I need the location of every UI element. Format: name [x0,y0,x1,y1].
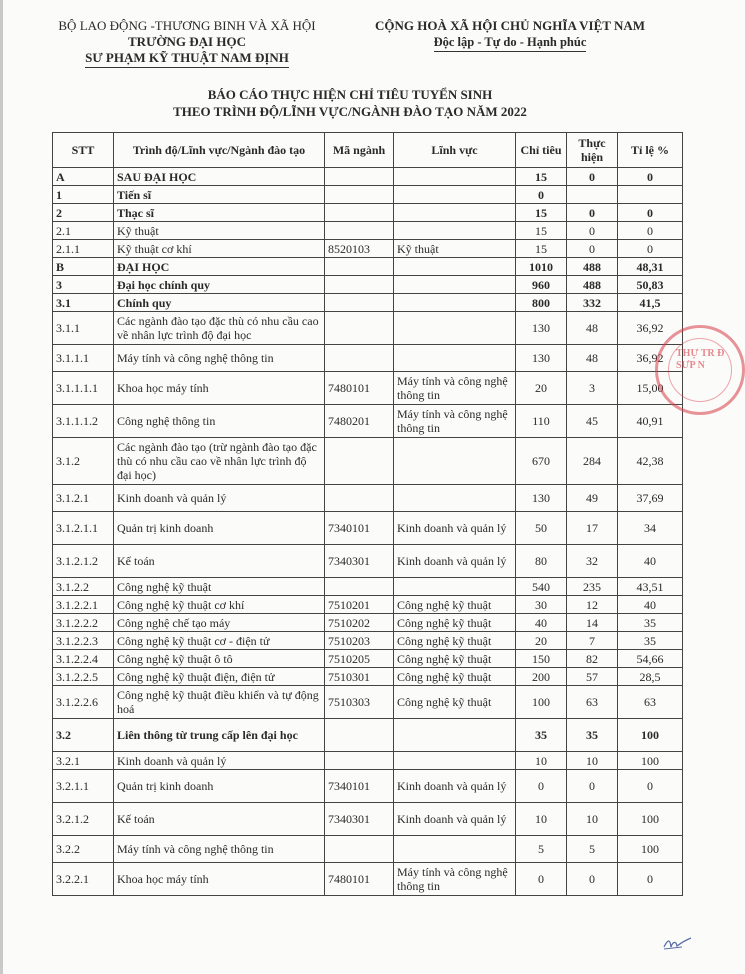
table-row [53,668,683,686]
cell-target: 15 [516,168,567,186]
cell-stt: 3.1.2 [53,438,114,485]
cell-target: 960 [516,276,567,294]
cell-field: Công nghệ kỹ thuật [394,632,516,650]
cell-target: 20 [516,632,567,650]
cell-stt: 3.2 [53,719,114,752]
cell-program: Công nghệ kỹ thuật điều khiển và tự động hoá [114,686,325,719]
table-row [53,578,683,596]
cell-done: 45 [567,405,618,438]
cell-field [394,222,516,240]
cell-program: Công nghệ kỹ thuật [114,578,325,596]
cell-done: 3 [567,372,618,405]
cell-code: 7510205 [325,650,394,668]
cell-target: 20 [516,372,567,405]
report-title-line1: BÁO CÁO THỰC HIỆN CHỈ TIÊU TUYỂN SINH [207,87,493,102]
school-name-line1: TRƯỜNG ĐẠI HỌC [128,34,246,49]
cell-done: 57 [567,668,618,686]
cell-code: 7510201 [325,596,394,614]
cell-target: 800 [516,294,567,312]
cell-program: Quản trị kinh doanh [114,770,325,803]
cell-rate [618,186,683,204]
cell-field [394,312,516,345]
cell-code: 7510303 [325,686,394,719]
cell-done: 0 [567,770,618,803]
cell-target: 35 [516,719,567,752]
cell-target: 15 [516,222,567,240]
cell-field: Máy tính và công nghệ thông tin [394,372,516,405]
cell-code [325,719,394,752]
cell-rate: 0 [618,168,683,186]
cell-stt: 3.2.1.2 [53,803,114,836]
table-row [53,485,683,512]
col-header-stt: STT [53,133,114,168]
table-row [53,512,683,545]
cell-done: 284 [567,438,618,485]
nation-name: CỘNG HOÀ XÃ HỘI CHỦ NGHĨA VIỆT NAM [374,18,646,33]
cell-code: 7480101 [325,863,394,896]
cell-program: Kỹ thuật cơ khí [114,240,325,258]
cell-rate: 40 [618,596,683,614]
cell-done: 82 [567,650,618,668]
cell-target: 80 [516,545,567,578]
col-header-target: Chỉ tiêu [516,133,567,168]
cell-field [394,578,516,596]
table-row [53,294,683,312]
cell-done: 49 [567,485,618,512]
cell-code: 7340301 [325,803,394,836]
table-row [53,258,683,276]
cell-stt: B [53,258,114,276]
cell-code [325,312,394,345]
cell-target: 10 [516,752,567,770]
cell-rate: 0 [618,204,683,222]
cell-field: Công nghệ kỹ thuật [394,650,516,668]
table-row [53,438,683,485]
signature-mark [662,935,692,951]
table-row [53,204,683,222]
cell-done: 332 [567,294,618,312]
table-row [53,803,683,836]
col-header-done: Thực hiện [567,133,618,168]
cell-target: 200 [516,668,567,686]
cell-rate: 28,5 [618,668,683,686]
cell-code [325,276,394,294]
cell-stt: 3.1.2.2.1 [53,596,114,614]
official-stamp [655,325,745,415]
cell-target: 100 [516,686,567,719]
cell-program: SAU ĐẠI HỌC [114,168,325,186]
cell-code [325,186,394,204]
cell-field [394,186,516,204]
cell-stt: 3.2.1 [53,752,114,770]
cell-stt: 2 [53,204,114,222]
table-row [53,836,683,863]
cell-stt: 3.1.2.2.3 [53,632,114,650]
cell-program: Kinh doanh và quản lý [114,752,325,770]
cell-target: 10 [516,803,567,836]
cell-program: Khoa học máy tính [114,372,325,405]
cell-program: Công nghệ kỹ thuật điện, điện tử [114,668,325,686]
cell-field: Kinh doanh và quản lý [394,770,516,803]
page-edge [0,0,3,974]
cell-code [325,222,394,240]
cell-field: Kinh doanh và quản lý [394,803,516,836]
cell-stt: 3.2.2 [53,836,114,863]
enrollment-report-table [52,132,683,896]
cell-rate: 100 [618,836,683,863]
cell-program: Các ngành đào tạo đặc thù có nhu cầu cao về nhân lực trình độ đại học [114,312,325,345]
cell-target: 130 [516,485,567,512]
table-row [53,545,683,578]
cell-program: Máy tính và công nghệ thông tin [114,345,325,372]
cell-stt: 3.1.2.1.1 [53,512,114,545]
cell-done: 35 [567,719,618,752]
table-row [53,632,683,650]
cell-rate: 43,51 [618,578,683,596]
cell-program: Kế toán [114,545,325,578]
cell-stt: A [53,168,114,186]
table-row [53,276,683,294]
cell-done: 488 [567,276,618,294]
table-header-row [53,133,683,168]
cell-done: 0 [567,222,618,240]
cell-done: 10 [567,752,618,770]
cell-field [394,752,516,770]
stamp-text: THỰ TR Đ SƯP N [676,348,725,371]
table-row [53,614,683,632]
cell-field: Công nghệ kỹ thuật [394,686,516,719]
cell-rate: 100 [618,752,683,770]
cell-target: 130 [516,345,567,372]
table-row [53,222,683,240]
cell-done: 0 [567,168,618,186]
table-row [53,312,683,345]
cell-program: Quản trị kinh doanh [114,512,325,545]
cell-field: Kinh doanh và quản lý [394,545,516,578]
cell-field: Công nghệ kỹ thuật [394,668,516,686]
cell-rate: 35 [618,614,683,632]
cell-field [394,836,516,863]
cell-done [567,186,618,204]
cell-code [325,345,394,372]
cell-target: 5 [516,836,567,863]
cell-code: 7510203 [325,632,394,650]
cell-rate: 40,91 [618,405,683,438]
cell-program: Thạc sĩ [114,204,325,222]
cell-code [325,168,394,186]
cell-done: 14 [567,614,618,632]
cell-rate: 0 [618,222,683,240]
cell-stt: 3.1.2.2.2 [53,614,114,632]
cell-done: 0 [567,240,618,258]
cell-rate: 0 [618,770,683,803]
cell-code: 7480201 [325,405,394,438]
cell-program: Kinh doanh và quản lý [114,485,325,512]
cell-rate: 48,31 [618,258,683,276]
cell-code [325,204,394,222]
cell-rate: 34 [618,512,683,545]
cell-field [394,168,516,186]
cell-rate: 100 [618,803,683,836]
cell-rate: 63 [618,686,683,719]
cell-field [394,438,516,485]
cell-field: Công nghệ kỹ thuật [394,596,516,614]
cell-target: 1010 [516,258,567,276]
cell-target: 0 [516,770,567,803]
table-row [53,686,683,719]
cell-done: 32 [567,545,618,578]
cell-target: 15 [516,240,567,258]
cell-done: 10 [567,803,618,836]
cell-code: 7510202 [325,614,394,632]
cell-field [394,485,516,512]
cell-stt: 1 [53,186,114,204]
cell-stt: 3 [53,276,114,294]
cell-code [325,438,394,485]
table-row [53,596,683,614]
cell-program: Công nghệ kỹ thuật ô tô [114,650,325,668]
cell-rate: 0 [618,863,683,896]
report-title-line2: THEO TRÌNH ĐỘ/LĨNH VỰC/NGÀNH ĐÀO TẠO NĂM 2022 [173,104,527,119]
cell-code [325,836,394,863]
cell-done: 5 [567,836,618,863]
cell-field: Máy tính và công nghệ thông tin [394,405,516,438]
cell-rate: 41,5 [618,294,683,312]
cell-field: Máy tính và công nghệ thông tin [394,863,516,896]
cell-field: Kỹ thuật [394,240,516,258]
table-row [53,240,683,258]
cell-stt: 3.1.2.2.6 [53,686,114,719]
cell-program: Khoa học máy tính [114,863,325,896]
ministry-name: BỘ LAO ĐỘNG -THƯƠNG BINH VÀ XÃ HỘI [58,18,316,33]
cell-target: 150 [516,650,567,668]
cell-target: 130 [516,312,567,345]
cell-code [325,578,394,596]
table-row [53,186,683,204]
cell-field [394,258,516,276]
table-row [53,770,683,803]
cell-program: Tiến sĩ [114,186,325,204]
col-header-code: Mã ngành [325,133,394,168]
cell-stt: 3.1.2.2.4 [53,650,114,668]
table-row [53,650,683,668]
cell-rate: 36,92 [618,312,683,345]
cell-program: Máy tính và công nghệ thông tin [114,836,325,863]
cell-target: 540 [516,578,567,596]
cell-rate: 15,00 [618,372,683,405]
table-body [53,168,683,896]
cell-code: 7340101 [325,512,394,545]
cell-code [325,752,394,770]
cell-program: ĐẠI HỌC [114,258,325,276]
cell-rate: 35 [618,632,683,650]
cell-stt: 3.2.2.1 [53,863,114,896]
cell-target: 30 [516,596,567,614]
cell-program: Các ngành đào tạo (trừ ngành đào tạo đặc thù có nhu cầu cao về nhân lực trình độ đại học) [114,438,325,485]
cell-field: Công nghệ kỹ thuật [394,614,516,632]
table-row [53,345,683,372]
cell-program: Kỹ thuật [114,222,325,240]
cell-code: 7340301 [325,545,394,578]
cell-rate: 37,69 [618,485,683,512]
cell-done: 17 [567,512,618,545]
cell-code: 8520103 [325,240,394,258]
cell-done: 235 [567,578,618,596]
cell-program: Chính quy [114,294,325,312]
cell-program: Kế toán [114,803,325,836]
table-row [53,752,683,770]
cell-done: 63 [567,686,618,719]
cell-code [325,485,394,512]
cell-rate: 40 [618,545,683,578]
cell-rate: 50,83 [618,276,683,294]
cell-stt: 3.2.1.1 [53,770,114,803]
table-row [53,372,683,405]
col-header-rate: Tỉ lệ % [618,133,683,168]
cell-code: 7340101 [325,770,394,803]
table-row [53,719,683,752]
cell-done: 0 [567,863,618,896]
cell-program: Đại học chính quy [114,276,325,294]
cell-stt: 2.1 [53,222,114,240]
cell-rate: 36,92 [618,345,683,372]
cell-field [394,719,516,752]
cell-done: 48 [567,345,618,372]
cell-stt: 3.1.2.1.2 [53,545,114,578]
cell-stt: 3.1.2.1 [53,485,114,512]
col-header-program: Trình độ/Lĩnh vực/Ngành đào tạo [114,133,325,168]
cell-stt: 3.1 [53,294,114,312]
school-name-line2: SƯ PHẠM KỸ THUẬT NAM ĐỊNH [85,50,289,68]
cell-target: 0 [516,863,567,896]
cell-done: 0 [567,204,618,222]
cell-code: 7480101 [325,372,394,405]
table-row [53,863,683,896]
cell-program: Công nghệ chế tạo máy [114,614,325,632]
cell-rate: 42,38 [618,438,683,485]
cell-code: 7510301 [325,668,394,686]
cell-code [325,294,394,312]
cell-rate: 54,66 [618,650,683,668]
cell-stt: 3.1.2.2 [53,578,114,596]
cell-target: 670 [516,438,567,485]
cell-stt: 3.1.1.1 [53,345,114,372]
national-header [360,18,660,52]
cell-rate: 0 [618,240,683,258]
cell-done: 488 [567,258,618,276]
cell-done: 48 [567,312,618,345]
cell-program: Liên thông từ trung cấp lên đại học [114,719,325,752]
cell-target: 40 [516,614,567,632]
cell-done: 7 [567,632,618,650]
cell-target: 15 [516,204,567,222]
cell-field [394,276,516,294]
cell-stt: 3.1.1.1.2 [53,405,114,438]
cell-target: 0 [516,186,567,204]
cell-field [394,345,516,372]
table-row [53,405,683,438]
table-row [53,168,683,186]
cell-stt: 3.1.1 [53,312,114,345]
cell-field [394,294,516,312]
organization-header [52,18,322,68]
cell-stt: 3.1.1.1.1 [53,372,114,405]
report-title [110,86,590,120]
cell-stt: 2.1.1 [53,240,114,258]
cell-program: Công nghệ thông tin [114,405,325,438]
cell-program: Công nghệ kỹ thuật cơ - điện tử [114,632,325,650]
cell-done: 12 [567,596,618,614]
cell-code [325,258,394,276]
cell-rate: 100 [618,719,683,752]
national-motto: Độc lập - Tự do - Hạnh phúc [434,34,587,52]
col-header-field: Lĩnh vực [394,133,516,168]
cell-program: Công nghệ kỹ thuật cơ khí [114,596,325,614]
cell-field: Kinh doanh và quản lý [394,512,516,545]
cell-stt: 3.1.2.2.5 [53,668,114,686]
cell-target: 50 [516,512,567,545]
cell-field [394,204,516,222]
cell-target: 110 [516,405,567,438]
